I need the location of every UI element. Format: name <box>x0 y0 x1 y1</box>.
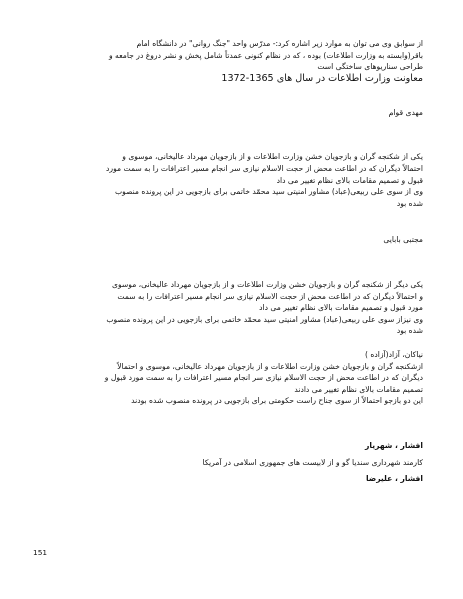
intro-section <box>34 38 423 85</box>
text-line: کارمند شهرداری سندیا گو و از لابیست های جمهوری اسلامی در آمریکا <box>202 458 423 468</box>
text-line: احتمالاً دیگران که در اطاعت محض از حجت الاسلام نیازی سر انجام مسیر اعترافات را به سمت مورد <box>106 163 423 173</box>
niaknam-section <box>34 349 423 407</box>
babaei-section <box>34 279 423 337</box>
text-line: دیگران که در اطاعت محض از حجت الاسلام نیازی سر انجام مسیر اعترافات را به سمت مورد قبول و <box>104 373 423 383</box>
text-line: وی از سوی علی ربیعی(عباد) مشاور امنیتی سید محمّد خاتمی برای بازجویی در این پرونده منصوب <box>114 187 423 197</box>
page-number: 151 <box>33 548 48 557</box>
text-line: باقر(وابسته به وزارت اطلاعات) بوده ، که در نظام کنونی عمدتاً شامل پخش و نشر دروغ در جامعه و <box>108 50 423 60</box>
person-name-babaei: مجتبی بابایی <box>383 235 423 245</box>
person-name-qavam: مهدی قوام <box>388 107 423 117</box>
text-line: یکی دیگر از شکنجه گران و بازجویان خشن وزارت اطلاعات و از بازجویان مهرداد عالیخانی، موسوی <box>112 279 423 289</box>
text-line: شده بود <box>396 198 423 208</box>
deputy-line: معاونت وزارت اطلاعات در سال های 1365-1372 <box>221 72 423 84</box>
text-line: ازشکنجه گران و بازجویان خشن وزارت اطلاعات و از بازجویان مهرداد عالیخانی، موسوی و احتمالاً <box>117 361 423 371</box>
text-line: و احتمالاً دیگران که در اطاعت محض از حجت الاسلام نیازی سر انجام مسیر اعترافات را به سمت <box>117 291 423 301</box>
person-name-niaknam: نیاکان، آزاد(آزاده ) <box>365 349 423 359</box>
text-line: یکی از شکنجه گران و بازجویان خشن وزارت اطلاعات و از بازجویان مهرداد عالیخانی، موسوی و <box>122 152 423 162</box>
text-line: وی نیزاز سوی علی ربیعی(عباد) مشاور امنیتی سید محمّد خاتمی برای بازجویی در این پرونده منصوب <box>106 314 423 324</box>
text-line: طراحی سناریوهای ساختگی است <box>317 62 423 72</box>
text-line: شده بود <box>396 326 423 336</box>
document-body <box>34 38 423 485</box>
text-line: این دو بازجو احتمالاً از سوی جناح راست حکومتی برای بازجویی در پرونده منصوب شده بودند <box>131 396 423 406</box>
text-line: از سوابق وی می توان به موارد زیر اشاره کرد:- مدرّس واحد "جنگ روانی" در دانشگاه امام <box>136 39 423 48</box>
text-line: قبول و تصمیم مقامات بالای نظام تغییر می داد <box>276 175 423 185</box>
person-name-alireza: افشار ، علیرضا <box>366 474 423 484</box>
person-name-shahriar: افشار ، شهریار <box>365 440 423 450</box>
text-line: تصمیم مقامات بالای نظام تغییر می دادند <box>294 384 423 394</box>
qavam-section <box>34 151 423 209</box>
text-line: مورد قبول و تصمیم مقامات بالای نظام تغییر می داد <box>259 303 423 313</box>
